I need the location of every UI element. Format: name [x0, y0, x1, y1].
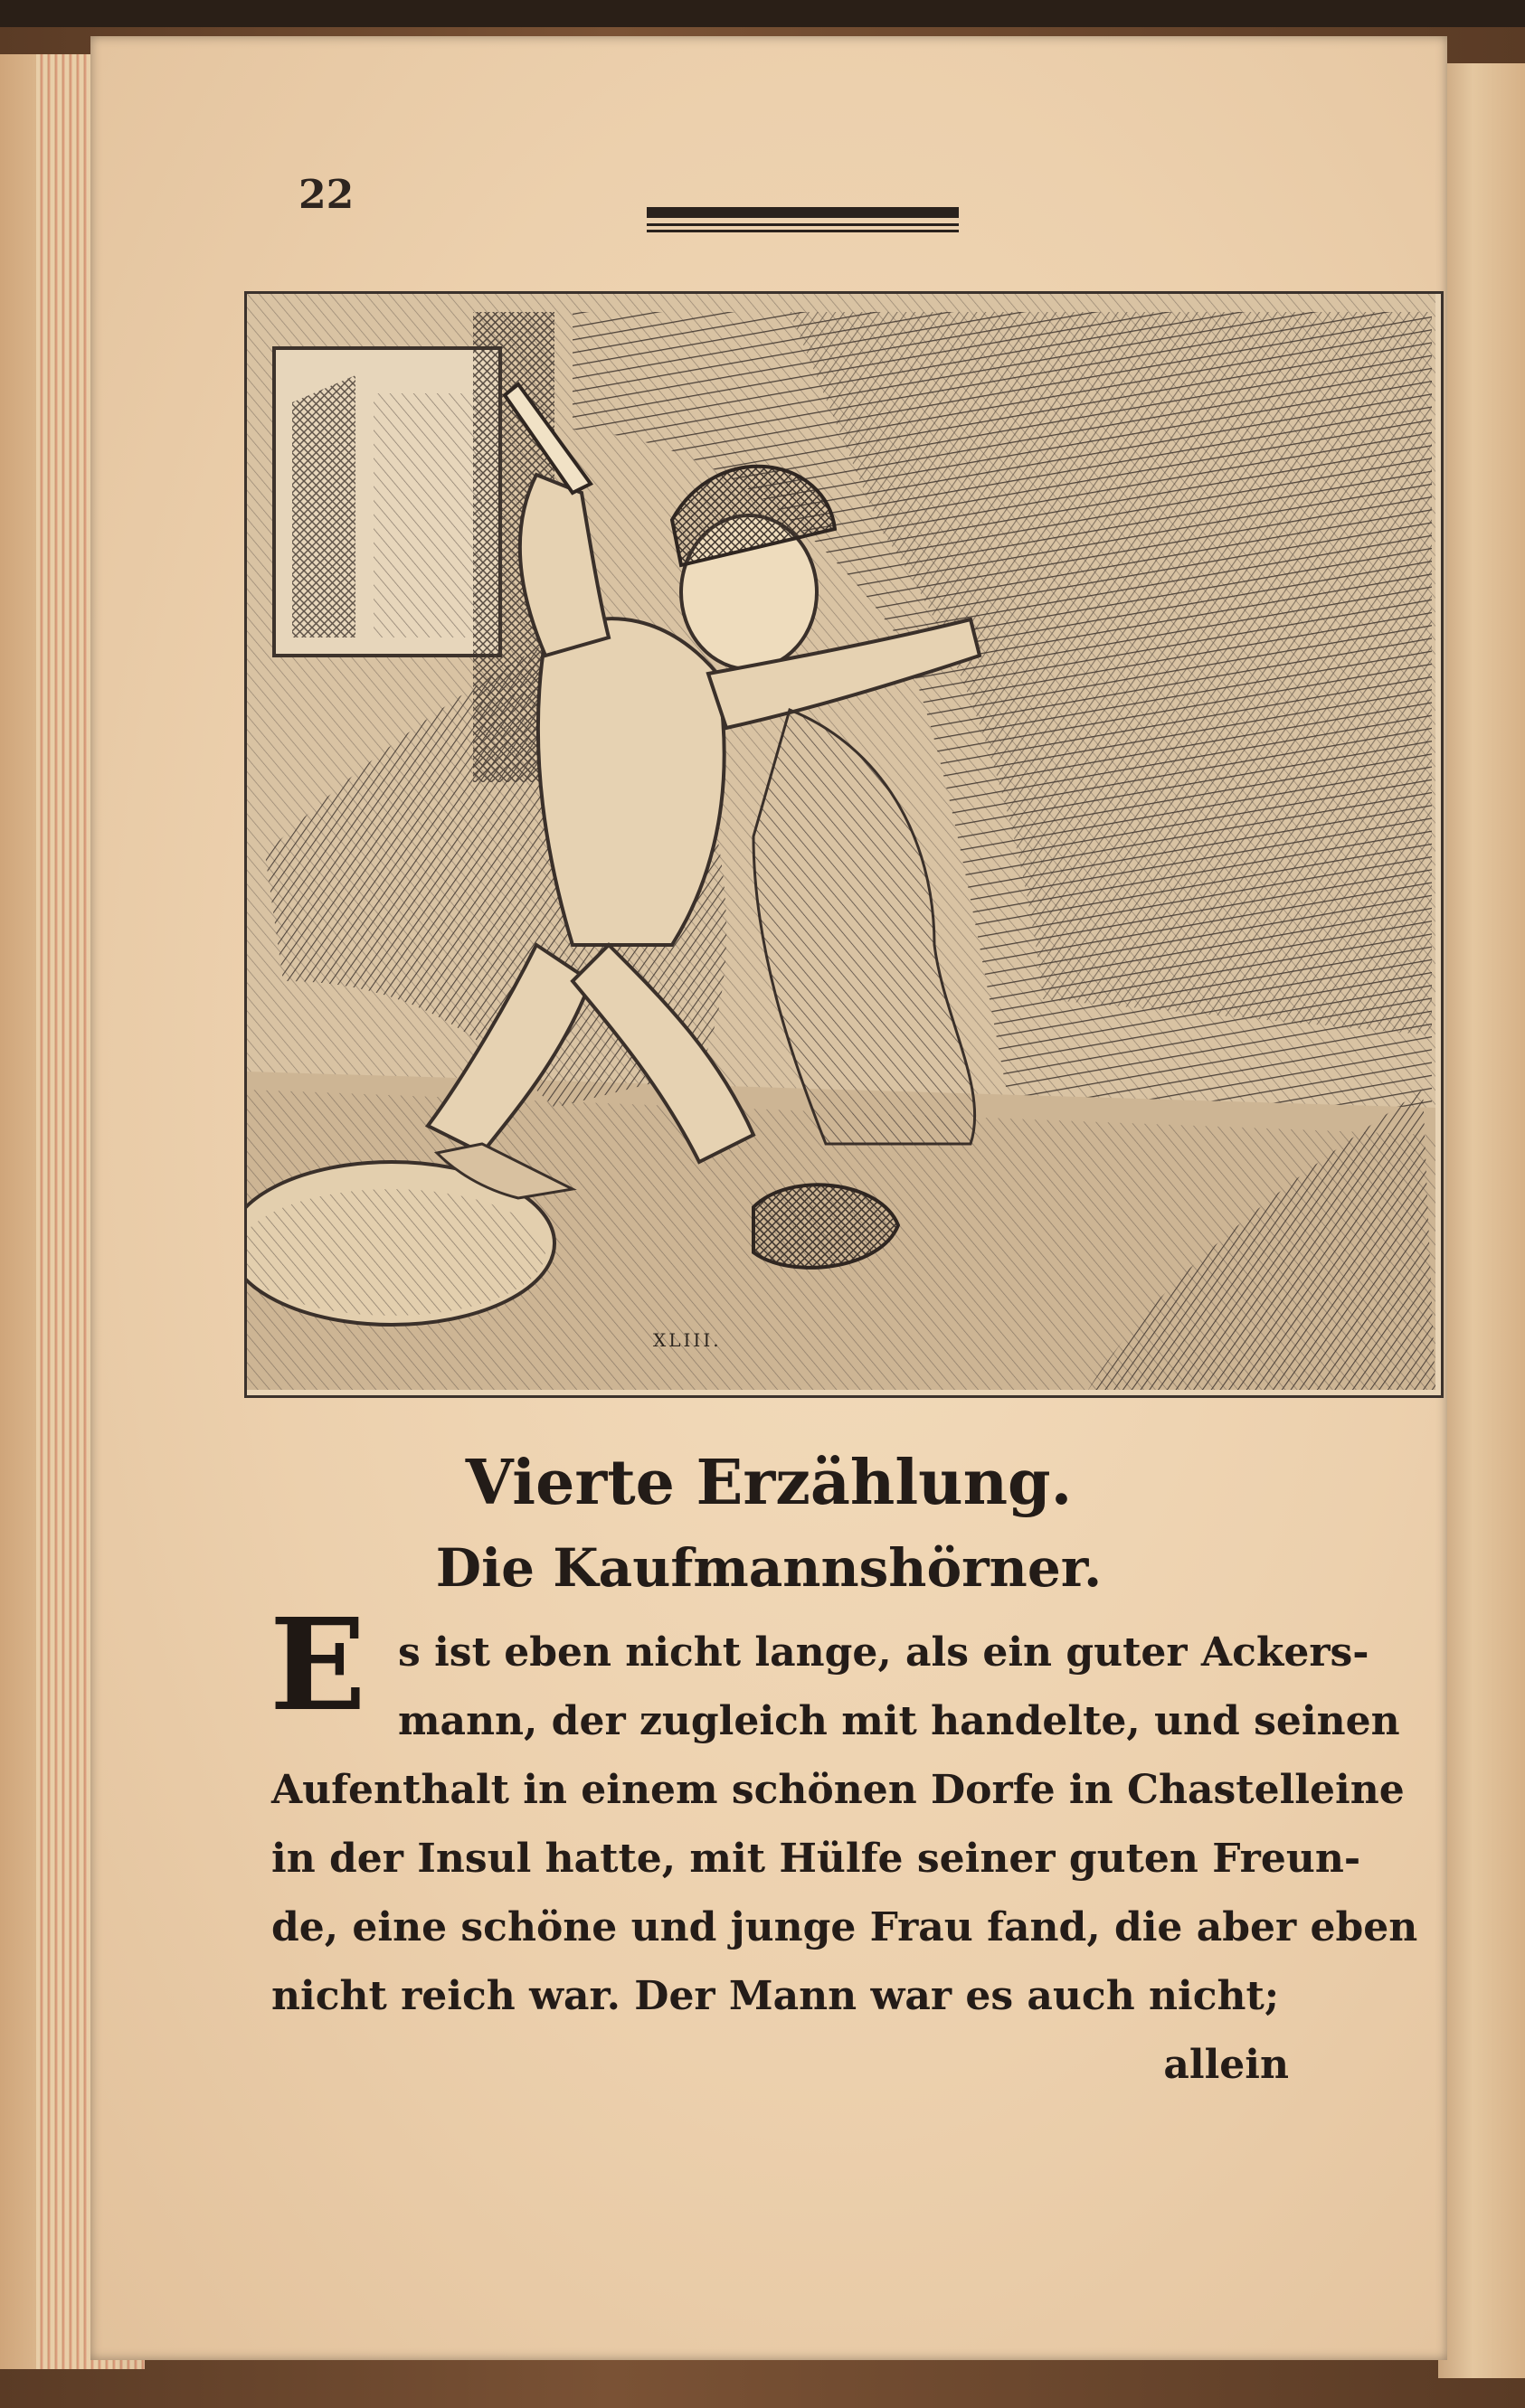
- text-line: mann, der zugleich mit handelte, und seinen: [398, 1698, 1400, 1744]
- text-line: Aufenthalt in einem schönen Dorfe in Chastelleine: [271, 1767, 1405, 1813]
- header-rule-ornament: [647, 203, 959, 236]
- plate-number-label: XLIII.: [653, 1329, 722, 1351]
- chapter-subheading: Die Kaufmannshörner.: [435, 1537, 1103, 1599]
- next-page-edge: [1438, 63, 1525, 2378]
- text-line: nicht reich war. Der Mann war es auch nicht;: [271, 1973, 1280, 2019]
- text-line: de, eine schöne und junge Frau fand, die aber eben: [271, 1904, 1418, 1950]
- catchword: allein: [1163, 2042, 1289, 2088]
- text-line: in der Insul hatte, mit Hülfe seiner guten Freun-: [271, 1836, 1361, 1882]
- chapter-heading: Vierte Erzählung.: [465, 1447, 1073, 1519]
- page-number: 22: [298, 172, 355, 218]
- engraving-illustration: [244, 291, 1444, 1398]
- drop-cap: E: [270, 1591, 366, 1740]
- body-text: [271, 1619, 1418, 2100]
- text-line: s ist eben nicht lange, als ein guter Ackers-: [398, 1629, 1369, 1676]
- engraving-picture: [247, 294, 1435, 1390]
